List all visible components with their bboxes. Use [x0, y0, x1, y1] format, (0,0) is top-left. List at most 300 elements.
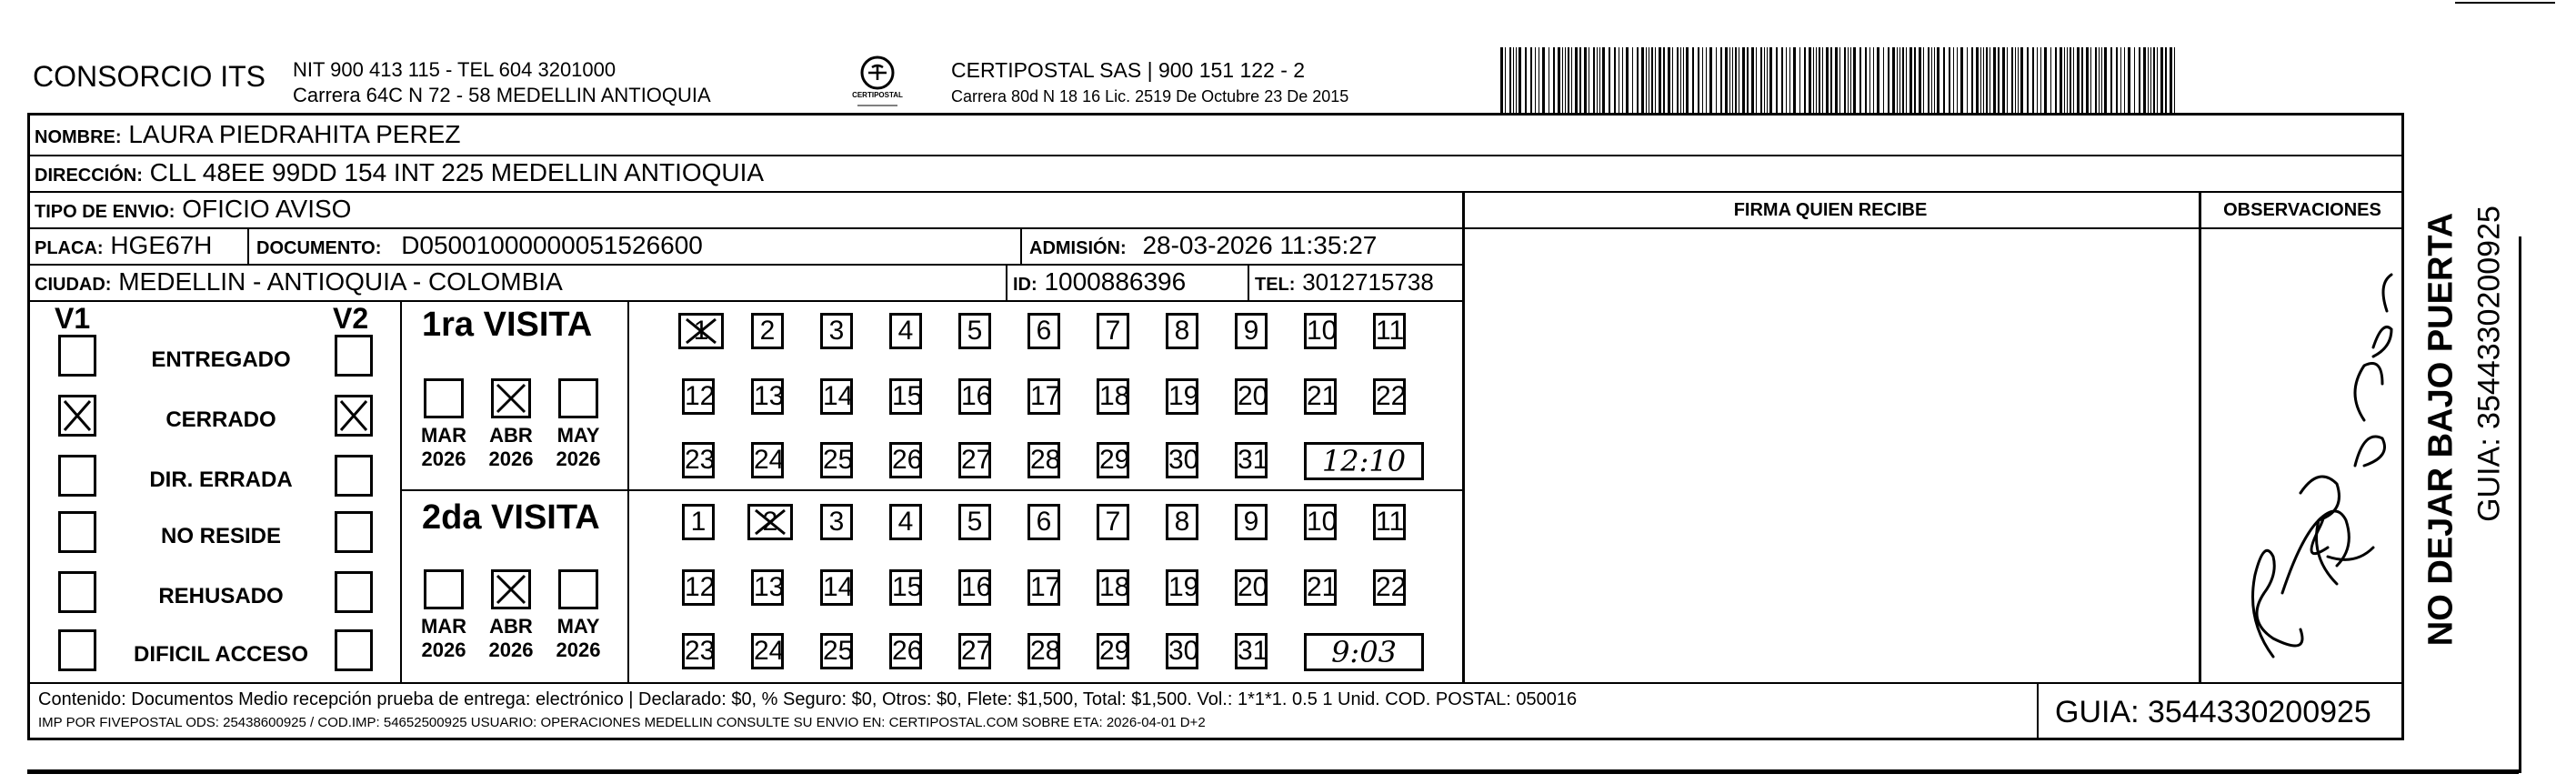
barcode-bar	[2101, 47, 2102, 113]
visit2-month-checkbox-mar[interactable]	[424, 569, 464, 609]
barcode-bar	[1672, 47, 1673, 113]
v1-checkbox-5[interactable]	[58, 629, 96, 671]
visit1-day-4[interactable]: 4	[889, 313, 922, 349]
barcode-bar	[2150, 47, 2151, 113]
visit2-day-14[interactable]: 14	[820, 569, 853, 606]
barcode-bar	[1683, 47, 1684, 113]
barcode-bar	[2099, 47, 2100, 113]
barcode-bar	[1626, 47, 1629, 113]
barcode-bar	[1971, 47, 1973, 113]
v1-checkbox-4[interactable]	[58, 571, 96, 613]
visit2-day-20[interactable]: 20	[1235, 569, 1268, 606]
month-year: 2026	[556, 447, 601, 470]
barcode-bar	[1641, 47, 1644, 113]
side-guia: GUIA: 3544330200925	[2471, 206, 2507, 522]
barcode-bar	[1830, 47, 1832, 113]
x-mark-icon	[683, 316, 719, 347]
barcode-bar	[1692, 47, 1694, 113]
visit1-title: 1ra VISITA	[422, 306, 593, 344]
barcode-bar	[1680, 47, 1681, 113]
visit1-day-25[interactable]: 25	[820, 442, 853, 478]
nombre-label: NOMBRE:	[35, 127, 122, 147]
barcode-bar	[2139, 47, 2140, 113]
barcode-bar	[2032, 47, 2034, 113]
barcode-bar	[1967, 47, 1968, 113]
id-value: 1000886396	[1044, 267, 1187, 296]
barcode-bar	[1760, 47, 1762, 113]
visit1-month-checkbox-mar[interactable]	[424, 378, 464, 418]
visit2-day-16[interactable]: 16	[958, 569, 991, 606]
visit1-time-box[interactable]: 12:10	[1304, 442, 1424, 480]
barcode-bar	[1976, 47, 1979, 113]
barcode-bar	[1923, 47, 1924, 113]
visit2-month-label	[551, 615, 606, 662]
barcode-bar	[1850, 47, 1851, 113]
barcode-bar	[2081, 47, 2083, 113]
barcode-bar	[1742, 47, 1745, 113]
barcode-bar	[2067, 47, 2068, 113]
placa-label: PLACA:	[35, 238, 104, 258]
visit2-day-24[interactable]: 24	[751, 633, 784, 669]
visit2-month-label	[484, 615, 538, 662]
barcode-bar	[1530, 47, 1532, 113]
visit1-day-1[interactable]: 1	[678, 313, 724, 349]
barcode-bar	[1865, 47, 1867, 113]
barcode-bar	[2060, 47, 2062, 113]
visit1-day-6[interactable]: 6	[1027, 313, 1060, 349]
barcode-bar	[1702, 47, 1703, 113]
visit2-day-11[interactable]: 11	[1373, 504, 1406, 540]
barcode-bar	[2086, 47, 2089, 113]
visit1-day-8[interactable]: 8	[1166, 313, 1198, 349]
company-address: Carrera 64C N 72 - 58 MEDELLIN ANTIOQUIA	[293, 84, 711, 106]
barcode-bar	[1579, 47, 1581, 113]
month-name: MAY	[556, 615, 600, 638]
barcode-bar	[1637, 47, 1639, 113]
visit1-day-14[interactable]: 14	[820, 378, 853, 415]
visit2-day-26[interactable]: 26	[889, 633, 922, 669]
visit2-day-6[interactable]: 6	[1027, 504, 1060, 540]
visit2-day-10[interactable]: 10	[1304, 504, 1337, 540]
barcode-bar	[2157, 47, 2158, 113]
x-mark-icon	[337, 397, 370, 434]
visit2-day-17[interactable]: 17	[1027, 569, 1060, 606]
visit1-day-3[interactable]: 3	[820, 313, 853, 349]
visit1-month-checkbox-may[interactable]	[558, 378, 598, 418]
visit1-day-23[interactable]: 23	[682, 442, 715, 478]
barcode-bar	[1720, 47, 1722, 113]
visit1-day-22[interactable]: 22	[1373, 378, 1406, 415]
visit2-day-1[interactable]: 1	[682, 504, 715, 540]
visit1-day-27[interactable]: 27	[958, 442, 991, 478]
barcode-bar	[1609, 47, 1610, 113]
visit1-day-17[interactable]: 17	[1027, 378, 1060, 415]
visit2-day-27[interactable]: 27	[958, 633, 991, 669]
x-mark-icon	[61, 397, 94, 434]
barcode-bar	[1756, 47, 1757, 113]
barcode-bar	[1599, 47, 1600, 113]
barcode-bar	[1844, 47, 1846, 113]
barcode-bar	[1651, 47, 1653, 113]
barcode-bar	[1597, 47, 1598, 113]
visit1-day-18[interactable]: 18	[1097, 378, 1129, 415]
logo-text: CERTIPOSTAL	[852, 91, 903, 99]
visit1-day-20[interactable]: 20	[1235, 378, 1268, 415]
barcode-bar	[1553, 47, 1555, 113]
admision-label: ADMISIÓN:	[1029, 238, 1127, 258]
logo-icon	[850, 53, 905, 109]
barcode-bar	[1869, 47, 1870, 113]
id-label: ID:	[1013, 275, 1037, 295]
barcode-bar	[1571, 47, 1572, 113]
barcode-bar	[1655, 47, 1656, 113]
barcode-bar	[2090, 47, 2091, 113]
tel-value: 3012715738	[1302, 268, 1434, 296]
visit2-day-31[interactable]: 31	[1235, 633, 1268, 669]
barcode-bar	[2170, 47, 2172, 113]
barcode-bar	[1793, 47, 1796, 113]
observaciones-label: OBSERVACIONES	[2223, 200, 2381, 220]
visit1-day-2[interactable]: 2	[751, 313, 784, 349]
barcode-bar	[1764, 47, 1765, 113]
visit1-day-21[interactable]: 21	[1304, 378, 1337, 415]
barcode-bar	[1899, 47, 1900, 113]
visit2-day-4[interactable]: 4	[889, 504, 922, 540]
tipo-envio-label: TIPO DE ENVIO:	[35, 202, 175, 222]
month-year: 2026	[556, 638, 601, 661]
v1-checkbox-1[interactable]	[58, 395, 96, 437]
barcode-bar	[1986, 47, 1988, 113]
visit1-day-31[interactable]: 31	[1235, 442, 1268, 478]
barcode-bar	[1776, 47, 1778, 113]
barcode-bar	[2002, 47, 2005, 113]
barcode-bar	[1799, 47, 1800, 113]
barcode-bar	[2116, 47, 2118, 113]
visit1-day-19[interactable]: 19	[1166, 378, 1198, 415]
barcode-bar	[1542, 47, 1545, 113]
barcode-bar	[1848, 47, 1849, 113]
barcode-bar	[1928, 47, 1929, 113]
barcode-bar	[1602, 47, 1605, 113]
visit1-month-label	[551, 424, 606, 471]
barcode-bar	[1725, 47, 1728, 113]
barcode-bar	[2160, 47, 2163, 113]
month-year: 2026	[421, 447, 466, 470]
visit1-day-7[interactable]: 7	[1097, 313, 1129, 349]
barcode-bar	[1593, 47, 1595, 113]
barcode	[1500, 47, 2182, 113]
barcode-bar	[1883, 47, 1884, 113]
status-label: ENTREGADO	[151, 347, 291, 372]
barcode-bar	[2104, 47, 2107, 113]
visit1-day-28[interactable]: 28	[1027, 442, 1060, 478]
v2-checkbox-5[interactable]	[335, 629, 373, 671]
barcode-bar	[2073, 47, 2074, 113]
visit2-title: 2da VISITA	[422, 498, 600, 537]
barcode-bar	[2148, 47, 2149, 113]
barcode-bar	[1888, 47, 1889, 113]
visit1-day-26[interactable]: 26	[889, 442, 922, 478]
ciudad-value: MEDELLIN - ANTIOQUIA - COLOMBIA	[118, 267, 563, 296]
visit2-day-30[interactable]: 30	[1166, 633, 1198, 669]
barcode-bar	[1914, 47, 1916, 113]
v2-label: V2	[333, 302, 369, 335]
barcode-bar	[1873, 47, 1874, 113]
barcode-bar	[1509, 47, 1511, 113]
visit2-day-29[interactable]: 29	[1097, 633, 1129, 669]
barcode-bar	[1953, 47, 1954, 113]
barcode-bar	[2037, 47, 2038, 113]
company-name: CONSORCIO ITS	[33, 60, 266, 93]
barcode-bar	[1716, 47, 1717, 113]
barcode-bar	[1562, 47, 1563, 113]
visit1-day-5[interactable]: 5	[958, 313, 991, 349]
v1-label: V1	[55, 302, 91, 335]
visit1-day-24[interactable]: 24	[751, 442, 784, 478]
visit2-day-15[interactable]: 15	[889, 569, 922, 606]
barcode-bar	[1519, 47, 1521, 113]
barcode-bar	[1804, 47, 1806, 113]
barcode-bar	[2064, 47, 2065, 113]
barcode-bar	[1902, 47, 1904, 113]
barcode-bar	[1897, 47, 1898, 113]
barcode-bar	[2011, 47, 2013, 113]
barcode-bar	[2018, 47, 2019, 113]
visit2-time-box[interactable]: 9:03	[1304, 633, 1424, 671]
month-name: ABR	[489, 424, 533, 447]
barcode-bar	[1565, 47, 1566, 113]
barcode-bar	[1931, 47, 1932, 113]
barcode-bar	[2165, 47, 2167, 113]
barcode-bar	[2120, 47, 2121, 113]
barcode-bar	[2095, 47, 2097, 113]
month-year: 2026	[488, 447, 534, 470]
company-nit: NIT 900 413 115 - TEL 604 3201000	[293, 58, 616, 81]
barcode-bar	[1735, 47, 1737, 113]
barcode-bar	[1809, 47, 1811, 113]
barcode-bar	[1747, 47, 1749, 113]
barcode-bar	[2128, 47, 2130, 113]
barcode-bar	[1960, 47, 1963, 113]
visit1-day-29[interactable]: 29	[1097, 442, 1129, 478]
status-label: NO RESIDE	[160, 524, 282, 548]
visit2-day-2[interactable]: 2	[747, 504, 793, 540]
v2-checkbox-3[interactable]	[335, 511, 373, 553]
visit2-month-label	[416, 615, 471, 662]
barcode-bar	[1859, 47, 1861, 113]
barcode-bar	[1789, 47, 1790, 113]
firma-label: FIRMA QUIEN RECIBE	[1733, 200, 1928, 220]
barcode-bar	[2055, 47, 2057, 113]
visit2-day-9[interactable]: 9	[1235, 504, 1268, 540]
barcode-bar	[1646, 47, 1647, 113]
barcode-bar	[1906, 47, 1907, 113]
barcode-bar	[1819, 47, 1820, 113]
month-name: MAR	[420, 424, 467, 447]
status-label: DIFICIL ACCESO	[133, 642, 308, 667]
barcode-bar	[1513, 47, 1514, 113]
nombre-value: LAURA PIEDRAHITA PEREZ	[128, 120, 461, 148]
handwritten-signature	[2219, 238, 2401, 678]
barcode-bar	[2143, 47, 2146, 113]
visit1-month-label	[416, 424, 471, 471]
visit2-day-7[interactable]: 7	[1097, 504, 1129, 540]
barcode-bar	[1584, 47, 1587, 113]
barcode-bar	[2044, 47, 2047, 113]
visit2-day-19[interactable]: 19	[1166, 569, 1198, 606]
barcode-bar	[1943, 47, 1945, 113]
barcode-bar	[2153, 47, 2155, 113]
barcode-bar	[1826, 47, 1829, 113]
status-label: CERRADO	[165, 407, 276, 432]
barcode-bar	[1949, 47, 1950, 113]
certipostal-logo	[850, 53, 905, 109]
carrier-name: CERTIPOSTAL SAS | 900 151 122 - 2	[951, 58, 1306, 82]
barcode-bar	[1535, 47, 1536, 113]
barcode-bar	[1983, 47, 1984, 113]
visit2-day-21[interactable]: 21	[1304, 569, 1337, 606]
barcode-bar	[1698, 47, 1699, 113]
visit2-day-23[interactable]: 23	[682, 633, 715, 669]
admision-value: 28-03-2026 11:35:27	[1142, 231, 1378, 259]
status-label: DIR. ERRADA	[149, 467, 293, 492]
barcode-bar	[1998, 47, 2000, 113]
barcode-bar	[1709, 47, 1712, 113]
barcode-bar	[1909, 47, 1912, 113]
barcode-bar	[1767, 47, 1768, 113]
barcode-bar	[1853, 47, 1856, 113]
v2-checkbox-4[interactable]	[335, 571, 373, 613]
barcode-bar	[1786, 47, 1787, 113]
visit2-day-13[interactable]: 13	[751, 569, 784, 606]
x-mark-icon	[752, 507, 788, 538]
visit1-day-16[interactable]: 16	[958, 378, 991, 415]
visit2-month-checkbox-may[interactable]	[558, 569, 598, 609]
barcode-bar	[1632, 47, 1633, 113]
x-mark-icon	[494, 381, 528, 416]
barcode-bar	[1525, 47, 1527, 113]
visit1-month-checkbox-abr[interactable]	[491, 378, 531, 418]
side-warning: NO DEJAR BAJO PUERTA	[2421, 212, 2461, 647]
barcode-bar	[1558, 47, 1560, 113]
barcode-bar	[1957, 47, 1958, 113]
visit2-day-25[interactable]: 25	[820, 633, 853, 669]
visit2-day-12[interactable]: 12	[682, 569, 715, 606]
barcode-bar	[1686, 47, 1689, 113]
barcode-bar	[1980, 47, 1981, 113]
barcode-bar	[1575, 47, 1578, 113]
status-label: REHUSADO	[158, 584, 284, 608]
barcode-bar	[1813, 47, 1814, 113]
visit1-day-30[interactable]: 30	[1166, 442, 1198, 478]
direccion-label: DIRECCIÓN:	[35, 166, 143, 186]
documento-value: D05001000000051526600	[401, 231, 703, 259]
barcode-bar	[1839, 47, 1840, 113]
barcode-bar	[1614, 47, 1616, 113]
barcode-bar	[2174, 47, 2175, 113]
visit1-day-10[interactable]: 10	[1304, 313, 1337, 349]
x-mark-icon	[494, 572, 528, 607]
visit2-day-8[interactable]: 8	[1166, 504, 1198, 540]
barcode-bar	[2015, 47, 2016, 113]
direccion-value: CLL 48EE 99DD 154 INT 225 MEDELLIN ANTIOQUIA	[149, 158, 765, 186]
visit1-day-13[interactable]: 13	[751, 378, 784, 415]
visit2-day-5[interactable]: 5	[958, 504, 991, 540]
barcode-bar	[2110, 47, 2112, 113]
v1-checkbox-2[interactable]	[58, 455, 96, 497]
barcode-bar	[1516, 47, 1517, 113]
v2-checkbox-1[interactable]	[335, 395, 373, 437]
v2-checkbox-2[interactable]	[335, 455, 373, 497]
ciudad-label: CIUDAD:	[35, 275, 112, 295]
barcode-bar	[2050, 47, 2051, 113]
barcode-bar	[1934, 47, 1935, 113]
barcode-bar	[1937, 47, 1940, 113]
placa-value: HGE67H	[110, 231, 213, 259]
barcode-bar	[1835, 47, 1838, 113]
documento-label: DOCUMENTO:	[256, 238, 382, 258]
visit2-month-checkbox-abr[interactable]	[491, 569, 531, 609]
month-name: ABR	[489, 615, 533, 638]
v1-checkbox-0[interactable]	[58, 335, 96, 377]
v2-checkbox-0[interactable]	[335, 335, 373, 377]
barcode-bar	[1816, 47, 1817, 113]
barcode-bar	[1706, 47, 1707, 113]
barcode-bar	[1877, 47, 1879, 113]
visit1-day-9[interactable]: 9	[1235, 313, 1268, 349]
visit1-day-11[interactable]: 11	[1373, 313, 1406, 349]
visit2-day-22[interactable]: 22	[1373, 569, 1406, 606]
barcode-bar	[1505, 47, 1506, 113]
visit2-day-18[interactable]: 18	[1097, 569, 1129, 606]
month-year: 2026	[421, 638, 466, 661]
barcode-bar	[1781, 47, 1783, 113]
barcode-bar	[1500, 47, 1503, 113]
visit2-day-28[interactable]: 28	[1027, 633, 1060, 669]
visit1-month-label	[484, 424, 538, 471]
footer-info-line: IMP POR FIVEPOSTAL ODS: 25438600925 / COD.IMP: 54652500925 USUARIO: OPERACIONES MEDELLIN CONSULTE SU ENVIO EN: CERTIPOSTAL.COM SOBRE ETA: 2026-04-01 D+2	[38, 715, 1206, 730]
barcode-bar	[1751, 47, 1754, 113]
visit1-day-12[interactable]: 12	[682, 378, 715, 415]
footer-content-line: Contenido: Documentos Medio recepción prueba de entrega: electrónico | Declarado: $0, % Seguro: $0, Otros: $0, Flete: $1,500, Total: $1,500. Vol.: 1*1*1. 0.5 1 Unid. COD. POSTAL: 050016	[38, 689, 1578, 709]
tipo-envio-value: OFICIO AVISO	[182, 195, 352, 223]
barcode-bar	[1919, 47, 1921, 113]
barcode-bar	[1677, 47, 1679, 113]
barcode-bar	[1659, 47, 1661, 113]
footer-guia: GUIA: 3544330200925	[2055, 695, 2371, 729]
barcode-bar	[2007, 47, 2008, 113]
barcode-bar	[1729, 47, 1730, 113]
v1-checkbox-3[interactable]	[58, 511, 96, 553]
barcode-bar	[1568, 47, 1569, 113]
barcode-bar	[2124, 47, 2125, 113]
month-name: MAY	[556, 424, 600, 447]
visit1-day-15[interactable]: 15	[889, 378, 922, 415]
barcode-bar	[1822, 47, 1823, 113]
barcode-bar	[1668, 47, 1670, 113]
carrier-address: Carrera 80d N 18 16 Lic. 2519 De Octubre 23 De 2015	[951, 87, 1349, 106]
barcode-bar	[1769, 47, 1772, 113]
barcode-bar	[2040, 47, 2041, 113]
month-name: MAR	[420, 615, 467, 638]
barcode-bar	[1993, 47, 1996, 113]
barcode-bar	[2027, 47, 2029, 113]
barcode-bar	[1732, 47, 1733, 113]
visit2-day-3[interactable]: 3	[820, 504, 853, 540]
barcode-bar	[2077, 47, 2080, 113]
barcode-bar	[2134, 47, 2135, 113]
barcode-bar	[1622, 47, 1623, 113]
